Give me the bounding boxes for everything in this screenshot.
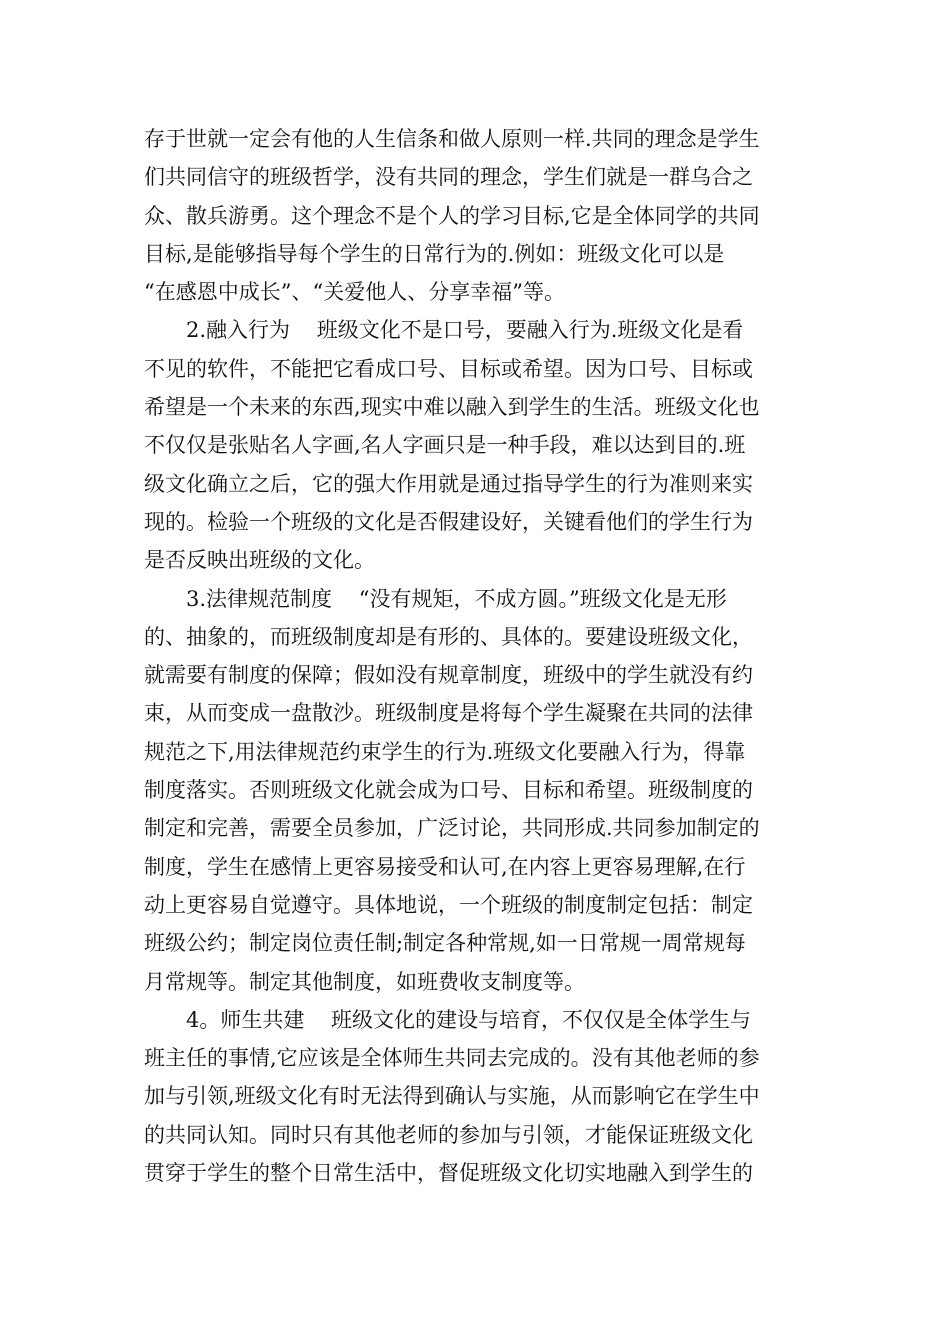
section-heading-line: 4。师生共建 班级文化的建设与培育，不仅仅是全体学生与 xyxy=(186,1007,752,1032)
text-line: 目标,是能够指导每个学生的日常行为的.例如：班级文化可以是 xyxy=(144,241,725,266)
text-line: 级文化确立之后，它的强大作用就是通过指导学生的行为准则来实 xyxy=(144,471,753,496)
text-line: 贯穿于学生的整个日常生活中，督促班级文化切实地融入到学生的 xyxy=(144,1161,753,1186)
text-line: 制度落实。否则班级文化就会成为口号、目标和希望。班级制度的 xyxy=(144,778,753,803)
text-line: 不见的软件，不能把它看成口号、目标或希望。因为口号、目标或 xyxy=(144,356,753,381)
text-line: 束，从而变成一盘散沙。班级制度是将每个学生凝聚在共同的法律 xyxy=(144,701,753,726)
text-line: 加与引领,班级文化有时无法得到确认与实施，从而影响它在学生中 xyxy=(144,1084,760,1109)
text-line: 班主任的事情,它应该是全体师生共同去完成的。没有其他老师的参 xyxy=(144,1046,760,1071)
text-line: 现的。检验一个班级的文化是否假建设好，关键看他们的学生行为 xyxy=(144,509,753,534)
text-line: 众、散兵游勇。这个理念不是个人的学习目标,它是全体同学的共同 xyxy=(144,203,760,228)
body-text xyxy=(144,120,806,1192)
text-line: 制度，学生在感情上更容易接受和认可,在内容上更容易理解,在行 xyxy=(144,854,746,879)
text-line: 存于世就一定会有他的人生信条和做人原则一样.共同的理念是学生 xyxy=(144,127,760,151)
text-line: “在感恩中成长”、“关爱他人、分享幸福”等。 xyxy=(144,280,565,305)
text-line: 们共同信守的班级哲学，没有共同的理念，学生们就是一群乌合之 xyxy=(144,165,753,190)
text-line: 的、抽象的，而班级制度却是有形的、具体的。要建设班级文化， xyxy=(144,624,753,649)
section-heading-line: 3.法律规范制度 “没有规矩，不成方圆。”班级文化是无形 xyxy=(186,586,727,611)
text-line: 规范之下,用法律规范约束学生的行为.班级文化要融入行为，得靠 xyxy=(144,739,746,764)
text-line: 的共同认知。同时只有其他老师的参加与引领，才能保证班级文化 xyxy=(144,1122,753,1147)
text-line: 月常规等。制定其他制度，如班费收支制度等。 xyxy=(144,969,585,994)
text-line: 制定和完善，需要全员参加，广泛讨论，共同形成.共同参加制定的 xyxy=(144,816,760,841)
text-line: 希望是一个未来的东西,现实中难以融入到学生的生活。班级文化也 xyxy=(144,395,760,420)
text-line: 就需要有制度的保障；假如没有规章制度，班级中的学生就没有约 xyxy=(144,663,753,688)
text-line: 是否反映出班级的文化。 xyxy=(144,548,375,573)
text-line: 不仅仅是张贴名人字画,名人字画只是一种手段，难以达到目的.班 xyxy=(144,433,746,458)
section-heading-line: 2.融入行为 班级文化不是口号，要融入行为.班级文化是看 xyxy=(186,318,744,343)
text-line: 班级公约；制定岗位责任制;制定各种常规,如一日常规一周常规每 xyxy=(144,931,746,956)
text-line: 动上更容易自觉遵守。具体地说，一个班级的制度制定包括：制定 xyxy=(144,892,753,917)
